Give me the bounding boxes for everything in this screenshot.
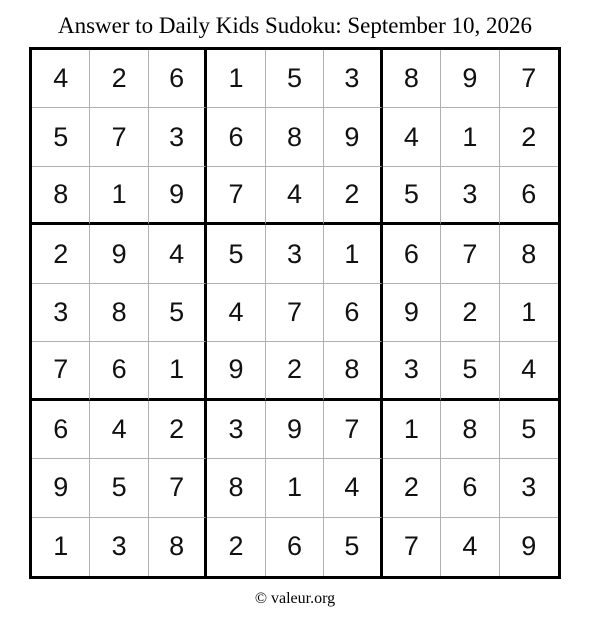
sudoku-cell-r7c1: 6 (32, 401, 90, 459)
sudoku-cell-r6c4: 9 (207, 342, 265, 400)
sudoku-cell-r9c3: 8 (149, 518, 207, 576)
sudoku-cell-r9c4: 2 (207, 518, 265, 576)
sudoku-cell-r3c7: 5 (383, 167, 441, 225)
sudoku-cell-r4c8: 7 (441, 225, 499, 283)
sudoku-cell-r3c4: 7 (207, 167, 265, 225)
sudoku-cell-r7c9: 5 (500, 401, 558, 459)
sudoku-cell-r2c8: 1 (441, 108, 499, 166)
sudoku-cell-r6c2: 6 (90, 342, 148, 400)
sudoku-cell-r5c5: 7 (266, 284, 324, 342)
sudoku-cell-r8c8: 6 (441, 459, 499, 517)
sudoku-cell-r6c3: 1 (149, 342, 207, 400)
sudoku-cell-r5c7: 9 (383, 284, 441, 342)
sudoku-cell-r8c2: 5 (90, 459, 148, 517)
sudoku-cell-r4c4: 5 (207, 225, 265, 283)
sudoku-cell-r6c7: 3 (383, 342, 441, 400)
sudoku-cell-r2c7: 4 (383, 108, 441, 166)
sudoku-cell-r6c5: 2 (266, 342, 324, 400)
sudoku-cell-r5c6: 6 (324, 284, 382, 342)
sudoku-cell-r3c2: 1 (90, 167, 148, 225)
sudoku-cell-r4c3: 4 (149, 225, 207, 283)
sudoku-cell-r2c2: 7 (90, 108, 148, 166)
sudoku-cell-r2c5: 8 (266, 108, 324, 166)
sudoku-cell-r2c6: 9 (324, 108, 382, 166)
sudoku-cell-r7c3: 2 (149, 401, 207, 459)
sudoku-cell-r3c9: 6 (500, 167, 558, 225)
sudoku-cell-r8c4: 8 (207, 459, 265, 517)
sudoku-cell-r9c9: 9 (521, 531, 537, 562)
sudoku-cell-r7c4: 3 (207, 401, 265, 459)
sudoku-cell-r8c1: 9 (32, 459, 90, 517)
sudoku-cell-r7c2: 4 (90, 401, 148, 459)
sudoku-cell-r7c8: 8 (441, 401, 499, 459)
copyright-footer: © valeur.org (254, 590, 336, 607)
sudoku-cell-r5c1: 3 (32, 284, 90, 342)
sudoku-cell-r4c5: 3 (266, 225, 324, 283)
sudoku-cell-r5c3: 5 (149, 284, 207, 342)
sudoku-cell-r1c8: 9 (441, 50, 499, 108)
sudoku-cell-r3c8: 3 (441, 167, 499, 225)
sudoku-cell-r3c6: 2 (324, 167, 382, 225)
sudoku-cell-r3c1: 8 (32, 167, 90, 225)
sudoku-cell-r6c8: 5 (441, 342, 499, 400)
sudoku-cell-r9c6: 5 (324, 518, 382, 576)
sudoku-cell-r8c7: 2 (383, 459, 441, 517)
sudoku-cell-r2c3: 3 (149, 108, 207, 166)
sudoku-cell-r4c2: 9 (90, 225, 148, 283)
sudoku-cell-r9c2: 3 (90, 518, 148, 576)
sudoku-cell-r3c5: 4 (266, 167, 324, 225)
sudoku-cell-r6c6: 8 (324, 342, 382, 400)
sudoku-cell-r4c6: 1 (324, 225, 382, 283)
sudoku-cell-r1c3: 6 (149, 50, 207, 108)
sudoku-cell-r6c9: 4 (500, 342, 558, 400)
sudoku-cell-r1c6: 3 (324, 50, 382, 108)
sudoku-cell-r2c9: 2 (500, 108, 558, 166)
sudoku-cell-r3c3: 9 (149, 167, 207, 225)
sudoku-cell-r7c6: 7 (324, 401, 382, 459)
sudoku-cell-r7c5: 9 (266, 401, 324, 459)
sudoku-cell-r1c1: 4 (32, 50, 90, 108)
sudoku-cell-r5c8: 2 (441, 284, 499, 342)
sudoku-cell-r5c4: 4 (207, 284, 265, 342)
sudoku-cell-r1c2: 2 (90, 50, 148, 108)
sudoku-board (29, 47, 561, 579)
sudoku-cell-r1c7: 8 (383, 50, 441, 108)
sudoku-cell-r1c4: 1 (207, 50, 265, 108)
sudoku-cell-r7c7: 1 (383, 401, 441, 459)
sudoku-cell-r9c1: 1 (32, 518, 90, 576)
sudoku-cell-r9c8: 4 (441, 518, 499, 576)
sudoku-cell-r5c2: 8 (90, 284, 148, 342)
sudoku-cell-r4c7: 6 (383, 225, 441, 283)
sudoku-cell-r9c7: 7 (383, 518, 441, 576)
sudoku-cell-r8c9: 3 (500, 459, 558, 517)
sudoku-cell-r9c5: 6 (266, 518, 324, 576)
sudoku-cell-r1c5: 5 (266, 50, 324, 108)
sudoku-cell-r4c1: 2 (32, 225, 90, 283)
sudoku-cell-r2c1: 5 (32, 108, 90, 166)
page-title: Answer to Daily Kids Sudoku: September 10, 2026 (57, 13, 532, 38)
sudoku-cell-r8c5: 1 (266, 459, 324, 517)
sudoku-cell-r5c9: 1 (500, 284, 558, 342)
sudoku-cell-r1c9: 7 (500, 50, 558, 108)
sudoku-cell-r4c9: 8 (500, 225, 558, 283)
sudoku-cell-r8c3: 7 (149, 459, 207, 517)
sudoku-cell-r6c1: 7 (32, 342, 90, 400)
sudoku-cell-r8c6: 4 (324, 459, 382, 517)
sudoku-cell-r2c4: 6 (207, 108, 265, 166)
